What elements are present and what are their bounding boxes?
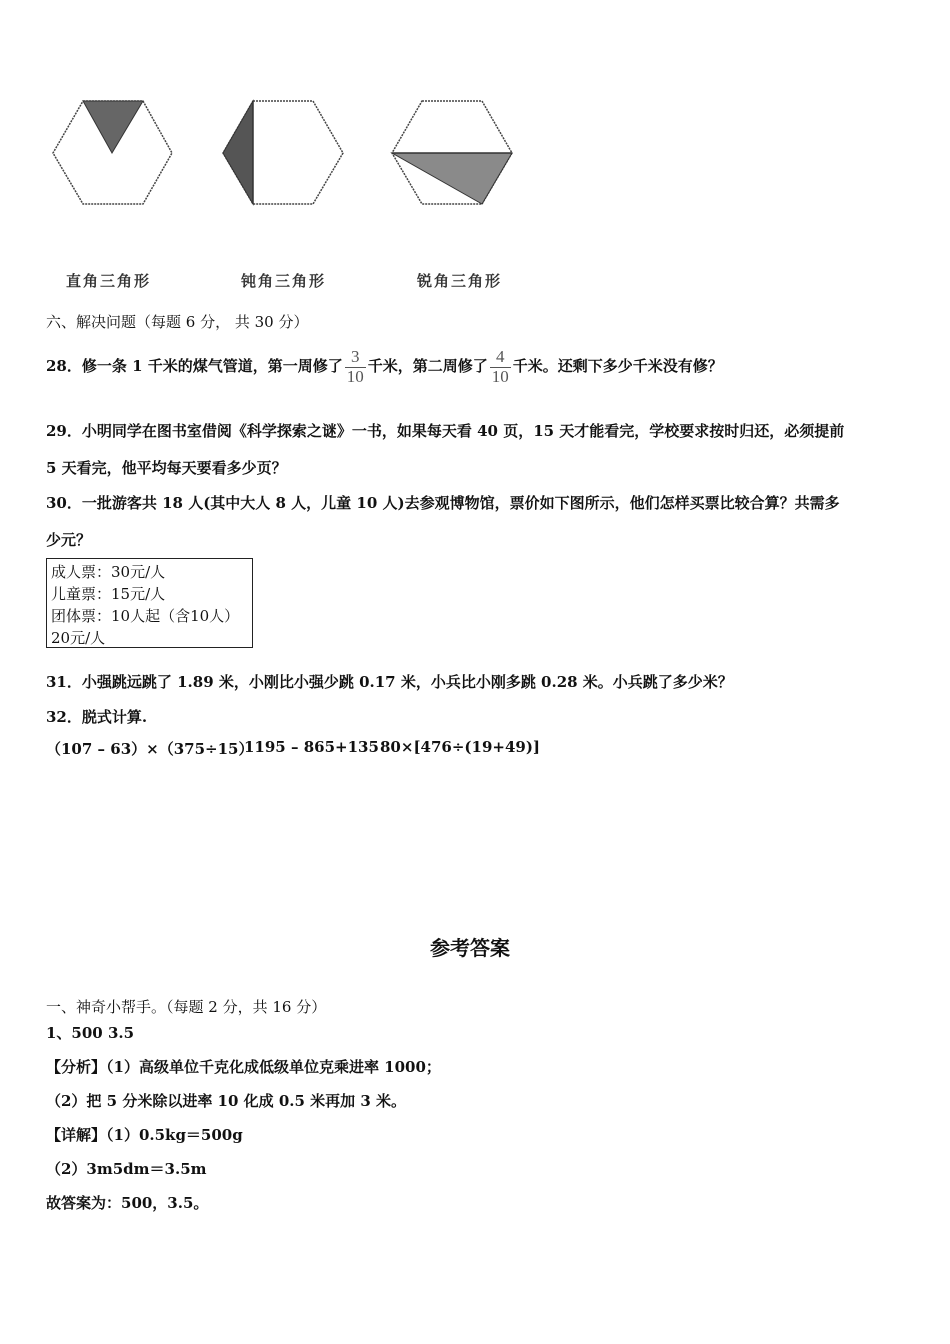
question-28: [46, 336, 723, 396]
q28-middle: 千米，第二周修了: [367, 357, 488, 375]
fraction-4-10: [490, 348, 511, 386]
price-row-group: 团体票：10人起（含10人）: [51, 607, 240, 625]
figure-label-right: 直角三角形: [66, 272, 152, 290]
detail-line-2: （2）3m5dm＝3.5m: [46, 1160, 207, 1178]
fraction-3-10: [345, 348, 366, 386]
question-31: 31．小强跳远跳了 1.89 米，小刚比小强少跳 0.17 米，小兵比小刚多跳 0.28 米。小兵跳了多少米？: [46, 673, 733, 691]
detail-line-1: [46, 1124, 243, 1145]
analysis-text-1: （1）高级单位千克化成低级单位克乘进率 1000；: [106, 1058, 441, 1076]
analysis-line-1: [46, 1056, 441, 1077]
q32-expression-1: （107 – 63）×（375÷15）: [46, 740, 254, 758]
question-29-line1: 29．小明同学在图书室借阅《科学探索之谜》一书，如果每天看 40 页，15 天才能看完，学校要求按时归还，必须提前: [46, 422, 845, 440]
question-29-line2: 5 天看完，他平均每天要看多少页？: [46, 459, 287, 477]
hexagon-acute-triangle: [392, 101, 512, 204]
analysis-line-2: （2）把 5 分米除以进率 10 化成 0.5 米再加 3 米。: [46, 1092, 407, 1110]
q32-expression-2: 1195 – 865+135: [244, 738, 379, 756]
answers-title: 参考答案: [430, 936, 510, 960]
hexagon-figures: [0, 80, 560, 220]
ticket-price-box: [46, 558, 253, 648]
q32-expression-3: 80×[476÷(19+49)]: [380, 738, 541, 756]
frac2-denominator: 10: [491, 366, 509, 386]
detail-tag: 【详解】: [46, 1126, 107, 1144]
frac1-denominator: 10: [346, 366, 364, 386]
detail-text-1: （1）0.5kg＝500g: [106, 1126, 243, 1144]
figure-label-acute: 锐角三角形: [417, 272, 503, 290]
analysis-tag: 【分析】: [46, 1058, 107, 1076]
figure-label-obtuse: 钝角三角形: [241, 272, 327, 290]
price-row-child: 儿童票：15元/人: [51, 585, 166, 603]
hexagon-right-triangle: [53, 101, 172, 204]
question-30-line1: 30．一批游客共 18 人(其中大人 8 人，儿童 10 人)去参观博物馆，票价如下图所示，他们怎样买票比较合算？共需多: [46, 494, 840, 512]
frac1-numerator: 3: [351, 346, 360, 366]
question-32-title: 32．脱式计算.: [46, 708, 148, 726]
frac2-numerator: 4: [496, 346, 505, 366]
price-row-group-price: 20元/人: [51, 629, 106, 647]
answers-section1-heading: 一、神奇小帮手。（每题 2 分，共 16 分）: [46, 998, 327, 1016]
price-row-adult: 成人票：30元/人: [51, 563, 166, 581]
q28-prefix: 28．修一条 1 千米的煤气管道，第一周修了: [46, 357, 343, 375]
answer-conclusion: 故答案为：500，3.5。: [46, 1194, 209, 1212]
hexagon-obtuse-triangle: [223, 101, 343, 204]
question-30-line2: 少元？: [46, 531, 92, 549]
answer-1: 1、500 3.5: [46, 1024, 135, 1042]
section6-heading: 六、解决问题（每题 6 分， 共 30 分）: [46, 313, 309, 331]
q28-suffix: 千米。还剩下多少千米没有修？: [512, 357, 723, 375]
